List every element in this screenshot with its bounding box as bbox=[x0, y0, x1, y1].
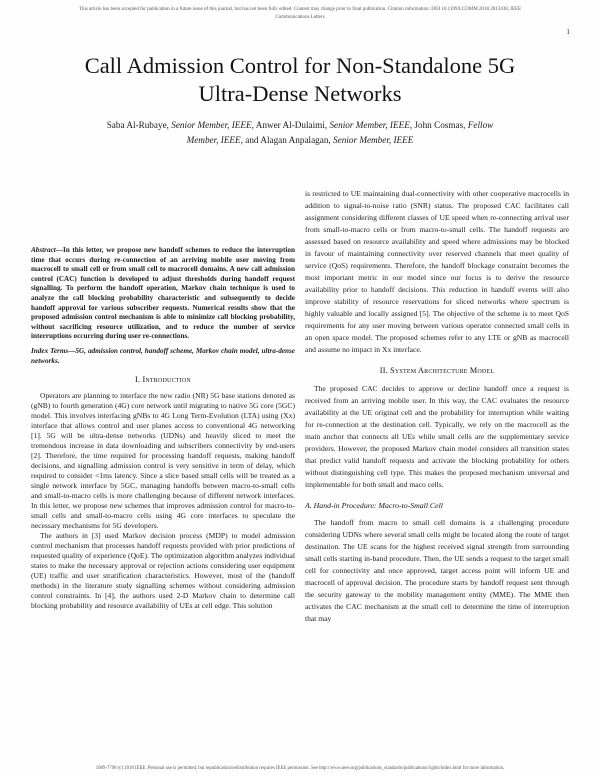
paper-title-line1: Call Admission Control for Non-Standalone 5G bbox=[84, 53, 516, 78]
index-terms-label: Index Terms bbox=[31, 346, 69, 355]
author-name: , and Alagan Anpalagan, bbox=[240, 134, 334, 145]
intro-paragraph-1: Operators are planning to interface the new radio (NR) 5G base stations denoted as (gNB) to fourth generation (4G) core network until migrating to native 5G core (5GC) model. This involves interfacing gNBs to 4G Long Term-Evolution (LTA) using (Xx) interface that allows control and user planes access to conventional 4G networking [1]. 5G will be ultra-dense networks (UDNs) and heavily sliced to meet the tremendous increase in data downloading and subscribers connectivity by end-users [2]. Therefore, the time required for processing handoff requests, making handoff decisions, and signalling admission control is very sensitive in term of delay, which required to consider <1ms latency. Since a slice based small cells will be treated as a single network interface by 5GC, managing handoffs between macro-to-small cells and small-to-macro cells is more challenging because of different network interfaces. In this letter, we propose new schemes that improves admission control for macro-to-small cells and small-to-macro cells using 4G core interfaces to speculate the necessary mechanisms for 5G developers. bbox=[31, 391, 295, 531]
index-terms bbox=[31, 347, 295, 366]
acceptance-notice-line2: Communications Letters bbox=[275, 15, 325, 20]
section-2-heading: II. System Architecture Model bbox=[379, 366, 495, 375]
intro-paragraph-2: The authors in [3] used Markov decision process (MDP) to model admission control mechanism that processes handoff requests provided with prior predictions of requested quality of experience (QoE). The optimization algorithm analyzes individual states to make the necessary approval or rejection actions considering user equipment (UE) traffic and user stratification characteristics. However, most of the (handoff methods) in the literature study signalling schemes without considering admission control constraints. In [4], the authors used 2-D Markov chain to determine call blocking probability and resource availability of UEs at cell edge. This solution bbox=[31, 531, 295, 611]
author-role: Senior Member, IEEE bbox=[329, 120, 410, 130]
abstract-label: Abstract bbox=[31, 246, 56, 254]
section-2a-heading: A. Hand-in Procedure: Macro-to-Small Cell bbox=[305, 501, 443, 510]
intro-paragraph-2-continued: is restricted to UE maintaining dual-connectivity with other cooperative macrocells in addition to signal-to-noise ratio (SNR) status. The proposed CAC facilitates call assignment considering different classes of UE speed when re-connecting arrival user from small-to-macro cells or from macro-to-small cells. The handoff requests are assessed based on resource availability and speed where admissions may be blocked in favour of maintaining connectivity over reserved channels that meet quality of service (QoS) requirements. Therefore, the handoff blockage constraint becomes the most important metric in our model since our focus is to derive the resource availability prior to handoff decisions. This reduction in handoff events will also improve stability of resource reservations for sliced networks where spectrum is highly valuable and locally assigned [5]. The objective of the scheme is to meet QoS requirements for any user moving between various operator connected small cells in an open space model. The proposed schemes refer to any LTE or gNB as macrocell and assume no impact in Xx interface. bbox=[305, 189, 569, 354]
abstract bbox=[31, 246, 295, 342]
author-role: Senior Member, IEEE bbox=[333, 134, 414, 145]
right-column bbox=[305, 188, 569, 744]
author-role: Fellow Member, IEEE bbox=[186, 120, 494, 145]
acceptance-notice bbox=[45, 6, 555, 22]
page-number: 1 bbox=[566, 27, 570, 36]
index-terms-text: —5G, admission control, handoff scheme, Markov chain model, ultra-dense networks. bbox=[31, 346, 295, 365]
author-name: Saba Al-Rubaye, bbox=[106, 120, 172, 130]
author-name: , John Cosmas, bbox=[409, 120, 468, 130]
acceptance-notice-line1: This article has been accepted for publication in a future issue of this journal, but has not been fully edited. Content may change prior to final publication. Citation information: DOI 10.1109/LCOMM.2018.2813438, IEEE bbox=[78, 7, 522, 12]
paper-title bbox=[40, 52, 560, 108]
copyright-notice: 1089-7798 (c) 2018 IEEE. Personal use is permitted, but republication/redistribution requires IEEE permission. See http://www.ieee.org/publications_standards/publications/rights/index.html for more information. bbox=[10, 766, 590, 771]
author-name: , Anwer Al-Dulaimi, bbox=[251, 120, 330, 130]
paper-title-line2: Ultra-Dense Networks bbox=[198, 81, 402, 106]
left-column bbox=[31, 246, 295, 760]
section-1-heading: I. Introduction bbox=[135, 375, 191, 385]
abstract-text: —In this letter, we propose new handoff schemes to reduce the interruption time that occurs during re-connection of an arriving mobile user moving from macrocell to small cell or from small cell to macrocell domains. A new call admission control (CAC) function is developed to adjust thresholds during handoff request signalling. To perform the handoff operation, Markov chain technique is used to analyze the call blocking probability characteristic and subsequently to decide handoff approval for various subscriber requests. Numerical results show that the proposed admission control mechanism is able to minimize call blocking probability, without sacrificing resource utilization, and to reduce the number of service interruptions occurring during user re-connections. bbox=[31, 246, 295, 341]
section-2a-paragraph-1: The handoff from macro to small cell domains is a challenging procedure considering UDNs where several small cells might be located along the route of target destination. The UE scans for the highest received signal strength from surrounding small cells starting in-band procedure. Then, the UE sends a request to the target small cell for connectivity and once approved, target access point will inform UE and macrocell of approval decision. The procedure starts by handoff request sent through the security gateway to the mobility management entity (MME). The MME then activates the CAC mechanism at the small cell to determine the time of interruption that may bbox=[305, 518, 569, 623]
author-role: Senior Member, IEEE bbox=[171, 120, 252, 130]
author-line bbox=[100, 118, 500, 147]
section-2-paragraph-1: The proposed CAC decides to approve or decline handoff once a request is received from an arriving mobile user. In this way, the CAC evaluates the resource availability at the UE original cell and the probability for interruption while waiting for re-connection at the destination cell. Typically, we rely on the macrocell as the main anchor that connects all UEs while small cells are the supplementary service providers. However, the proposed Markov chain model considers all transition states that predict valid handoff requests and activate the blocking probability for others without distinguishing cell type. This makes the proposed mechanism universal and implementable for both small and maco cells. bbox=[305, 384, 569, 489]
